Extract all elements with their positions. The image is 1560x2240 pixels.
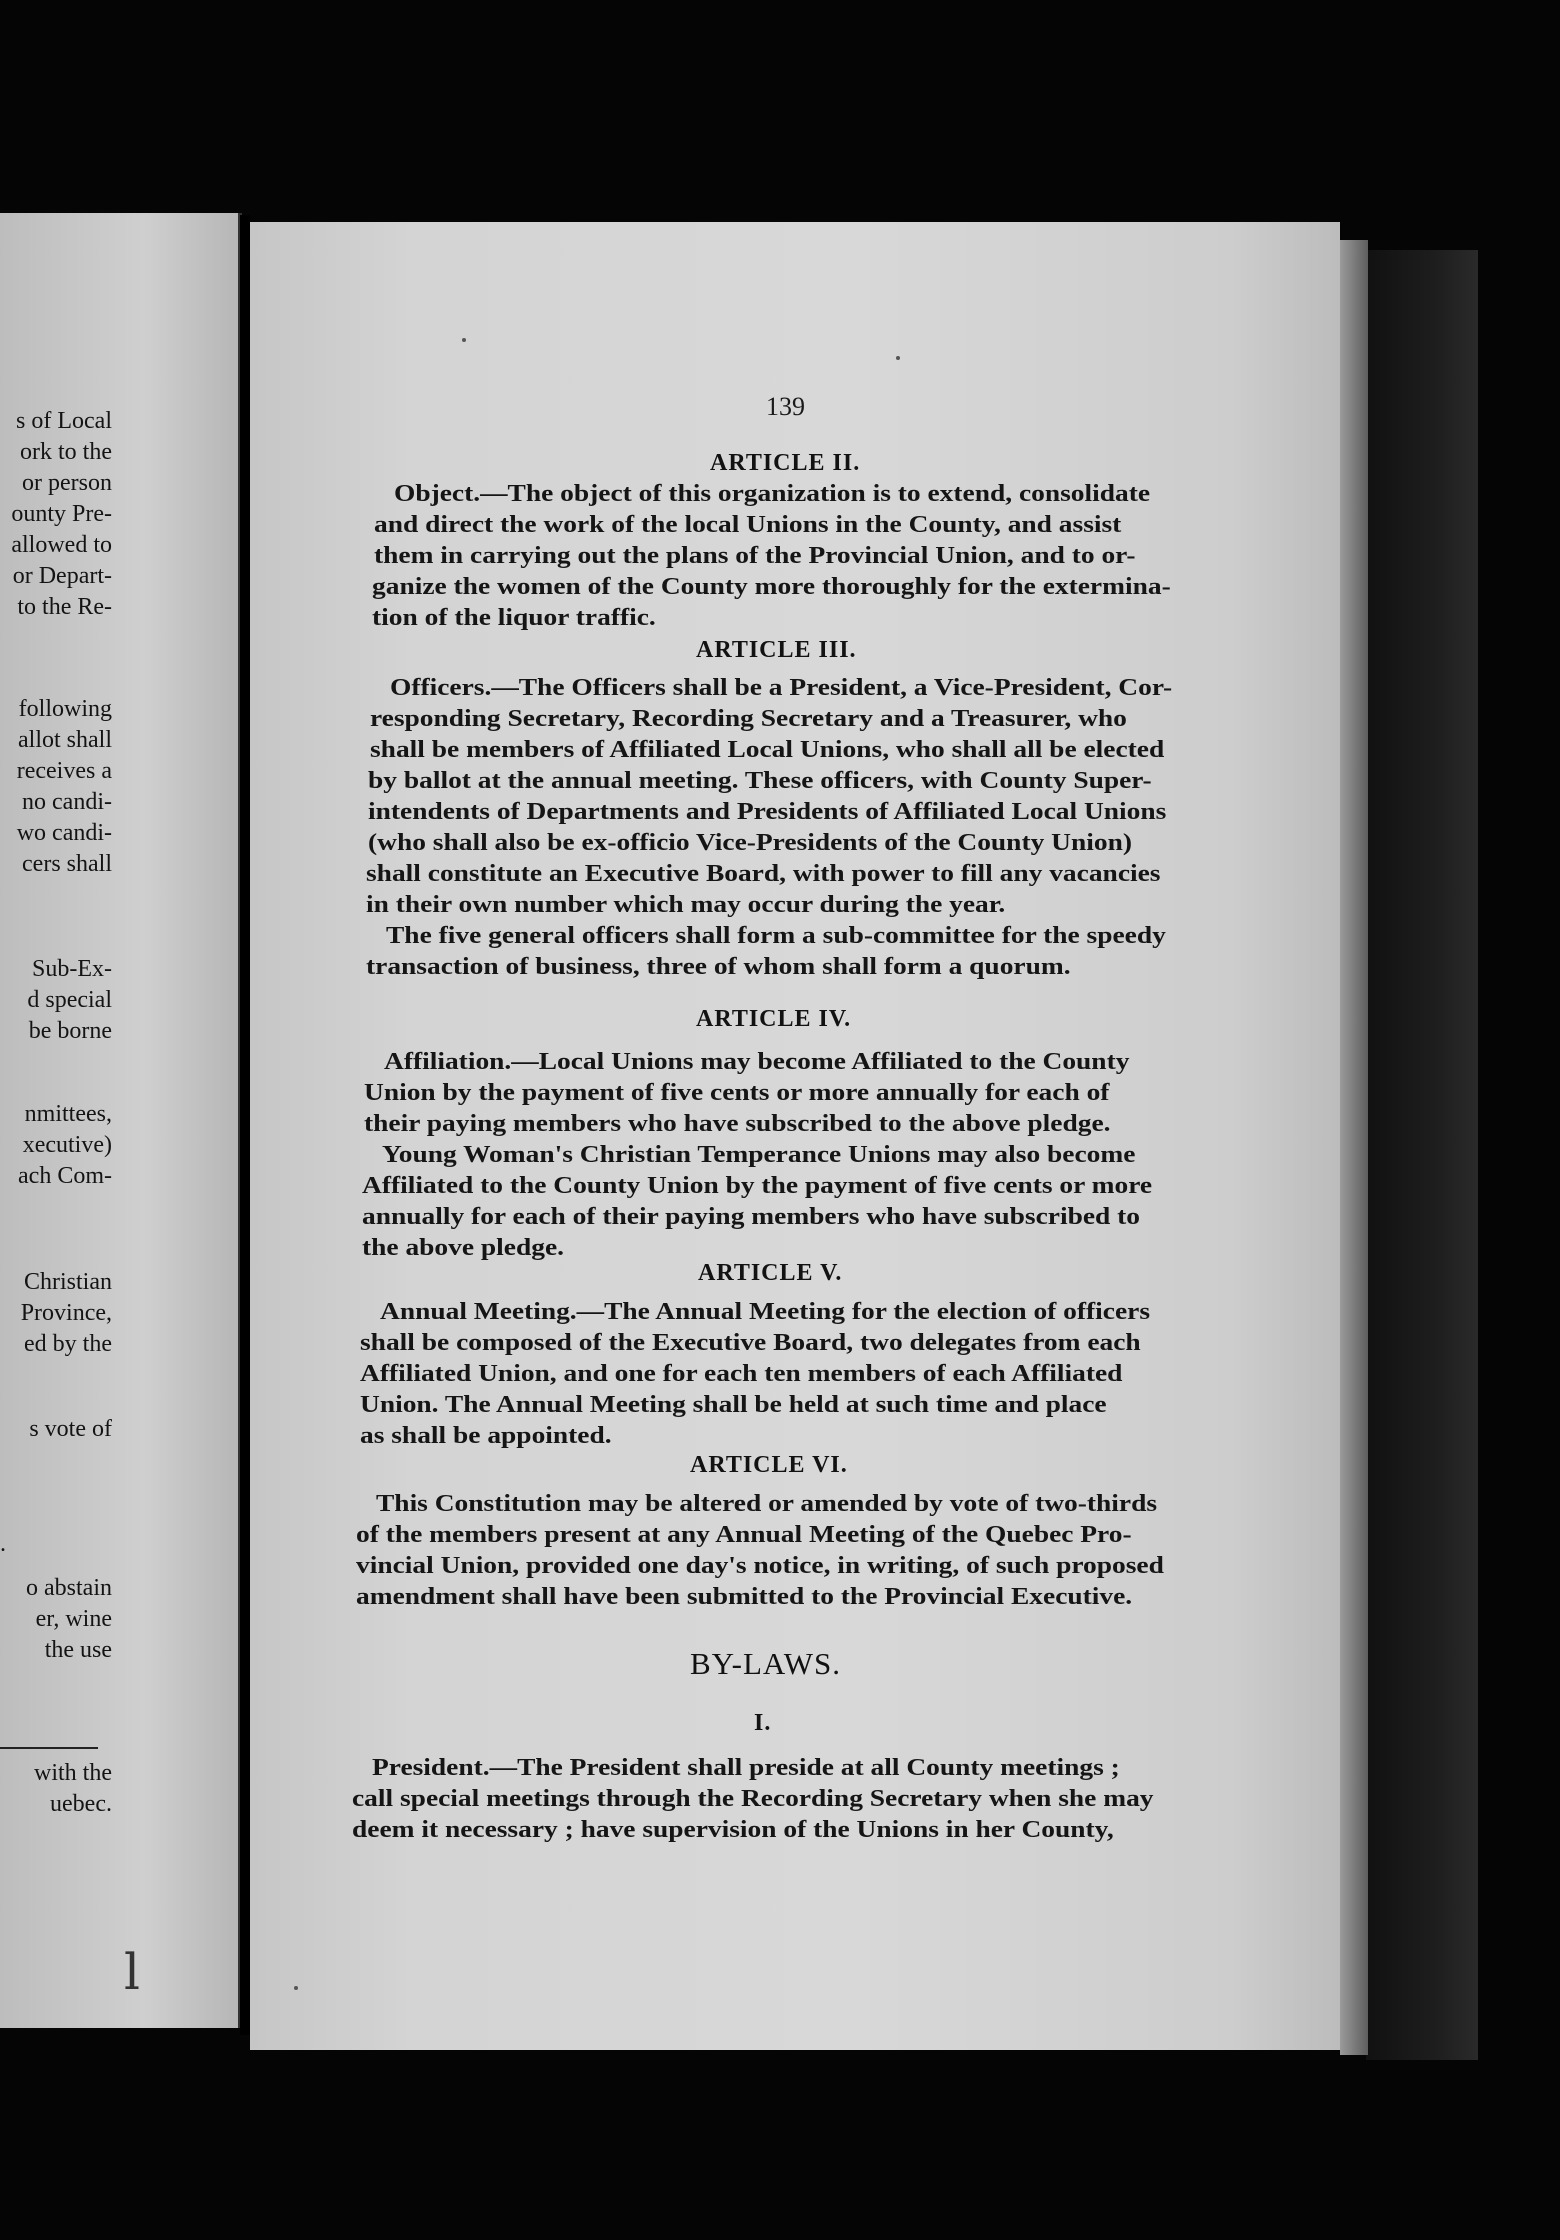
footnote-rule	[0, 1747, 98, 1749]
text-line: and direct the work of the local Unions in the County, and assist	[374, 511, 1122, 538]
text-line: call special meetings through the Recording Secretary when she may	[352, 1785, 1154, 1812]
right-page	[250, 222, 1340, 2050]
left-page-line: the use	[44, 1637, 112, 1663]
left-page-line: Sub-Ex-	[32, 956, 112, 982]
text-line: of the members present at any Annual Meeting of the Quebec Pro-	[356, 1521, 1132, 1548]
paper-speck	[462, 338, 466, 342]
text-line: This Constitution may be altered or amended by vote of two-thirds	[376, 1490, 1158, 1517]
text-line: (who shall also be ex-officio Vice-Presidents of the County Union)	[368, 829, 1132, 856]
article-heading: ARTICLE II.	[710, 450, 861, 476]
left-page-line: or Depart-	[12, 563, 112, 589]
text-line: Affiliated Union, and one for each ten members of each Affiliated	[360, 1360, 1123, 1387]
text-line: The five general officers shall form a sub-committee for the speedy	[386, 922, 1166, 949]
text-line: amendment shall have been submitted to the Provincial Executive.	[356, 1583, 1133, 1610]
text-line: their paying members who have subscribed to the above pledge.	[364, 1110, 1111, 1137]
article-heading: ARTICLE IV.	[696, 1006, 852, 1032]
left-page-line: ork to the	[20, 439, 112, 465]
text-line: deem it necessary ; have supervision of the Unions in her County,	[352, 1816, 1114, 1843]
left-page-line: er, wine	[35, 1606, 112, 1632]
left-page-line: no candi-	[22, 789, 112, 815]
text-line: shall be composed of the Executive Board, two delegates from each	[360, 1329, 1141, 1356]
left-page-line: allot shall	[18, 727, 112, 753]
article-heading: ARTICLE III.	[696, 637, 857, 663]
left-page-line: d special	[27, 987, 112, 1013]
section-heading: I.	[754, 1710, 772, 1736]
left-page-line: with the	[34, 1760, 112, 1786]
text-line: annually for each of their paying members who have subscribed to	[362, 1203, 1141, 1230]
text-line: by ballot at the annual meeting. These officers, with County Super-	[368, 767, 1152, 794]
book-cover-edge	[1366, 250, 1478, 2060]
text-line: transaction of business, three of whom shall form a quorum.	[366, 953, 1071, 980]
left-page-line: nmittees,	[24, 1101, 112, 1127]
left-page-line: wo candi-	[16, 820, 112, 846]
text-line: shall be members of Affiliated Local Unions, who shall all be elected	[370, 736, 1165, 763]
left-page-line: s vote of	[29, 1416, 112, 1442]
left-page-line: ed by the	[24, 1331, 112, 1357]
left-page-line: to the Re-	[17, 594, 112, 620]
left-page-line: be borne	[28, 1018, 112, 1044]
text-line: Affiliated to the County Union by the payment of five cents or more	[362, 1172, 1153, 1199]
text-line: ganize the women of the County more thoroughly for the extermina-	[372, 573, 1171, 600]
pencil-mark: ⅼ	[124, 1943, 140, 2001]
left-page-line: ounty Pre-	[11, 501, 112, 527]
text-line: Young Woman's Christian Temperance Unions may also become	[382, 1141, 1136, 1168]
text-line: in their own number which may occur during the year.	[366, 891, 1006, 918]
book-spine	[240, 215, 250, 2035]
text-line: vincial Union, provided one day's notice, in writing, of such proposed	[356, 1552, 1164, 1579]
text-line: responding Secretary, Recording Secretary and a Treasurer, who	[370, 705, 1127, 732]
left-page-line: Province,	[20, 1300, 112, 1326]
paper-speck	[896, 356, 900, 360]
text-line: tion of the liquor traffic.	[372, 604, 656, 631]
text-line: Union. The Annual Meeting shall be held at such time and place	[360, 1391, 1107, 1418]
text-line: Officers.—The Officers shall be a President, a Vice-President, Cor-	[390, 674, 1173, 701]
text-line: them in carrying out the plans of the Provincial Union, and to or-	[374, 542, 1136, 569]
page-number: 139	[766, 392, 805, 421]
left-page	[0, 213, 240, 2028]
left-page-line: uebec.	[50, 1791, 112, 1817]
text-line: shall constitute an Executive Board, with power to fill any vacancies	[366, 860, 1161, 887]
left-page-line: Christian	[24, 1269, 112, 1295]
left-page-line: ach Com-	[18, 1163, 112, 1189]
left-page-line: following	[18, 696, 112, 722]
left-page-line: allowed to	[11, 532, 112, 558]
text-line: Affiliation.—Local Unions may become Affiliated to the County	[384, 1048, 1130, 1075]
article-heading: ARTICLE VI.	[690, 1452, 848, 1478]
text-line: Object.—The object of this organization is to extend, consolidate	[394, 480, 1151, 507]
left-page-line: s of Local	[16, 408, 112, 434]
left-page-line: o abstain	[26, 1575, 112, 1601]
text-line: intendents of Departments and Presidents of Affiliated Local Unions	[368, 798, 1167, 825]
page-stack-edge	[1340, 240, 1368, 2055]
text-line: the above pledge.	[362, 1234, 564, 1261]
text-line: Union by the payment of five cents or more annually for each of	[364, 1079, 1110, 1106]
left-page-line: cers shall	[22, 851, 112, 877]
text-line: Annual Meeting.—The Annual Meeting for the election of officers	[380, 1298, 1151, 1325]
paper-speck	[294, 1986, 298, 1990]
article-heading: ARTICLE V.	[698, 1260, 843, 1286]
left-page-line: or person	[22, 470, 112, 496]
left-page-line: xecutive)	[22, 1132, 112, 1158]
text-line: as shall be appointed.	[360, 1422, 612, 1449]
text-line: President.—The President shall preside at all County meetings ;	[372, 1754, 1120, 1781]
left-page-line: receives a	[16, 758, 112, 784]
left-page-line: .	[0, 1531, 6, 1557]
bylaws-heading: BY-LAWS.	[690, 1646, 842, 1681]
